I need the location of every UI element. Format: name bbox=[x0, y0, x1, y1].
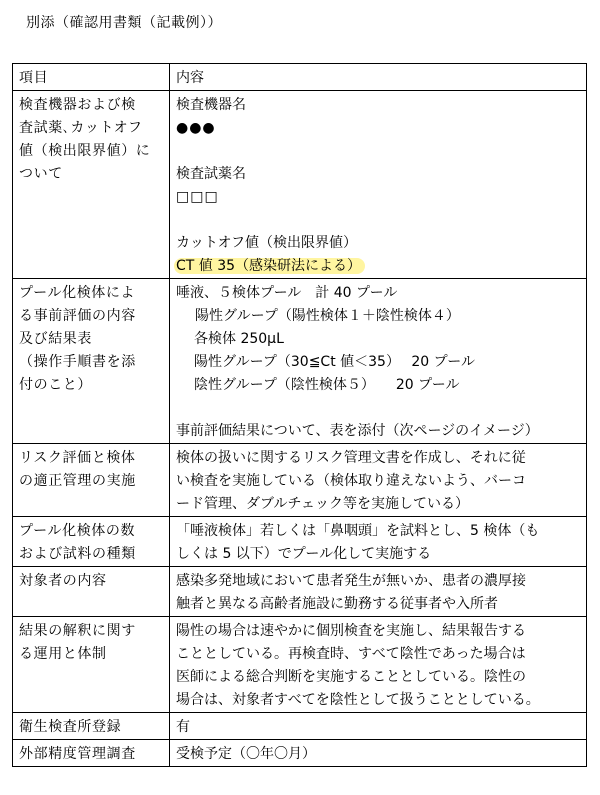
row-content bbox=[170, 279, 587, 444]
content-text: 医師による総合判断を実施することとしている。陰性の bbox=[176, 669, 526, 685]
item-text: 外部精度管理調査 bbox=[19, 746, 136, 762]
item-text: ついて bbox=[19, 166, 63, 182]
content-text: 陰性グループ（陰性検体５） 20 プール bbox=[194, 377, 460, 393]
table-row bbox=[13, 517, 587, 567]
row-item bbox=[13, 91, 170, 279]
row-item bbox=[13, 617, 170, 713]
table-row bbox=[13, 279, 587, 444]
content-text: 「唾液検体」若しくは「鼻咽頭」を試料とし、5 検体（も bbox=[176, 523, 540, 539]
content-text: 有 bbox=[176, 719, 190, 735]
table-row bbox=[13, 740, 587, 767]
item-text: 対象者の内容 bbox=[19, 573, 107, 589]
row-content bbox=[170, 740, 587, 767]
item-text: 値（検出限界値）に bbox=[19, 143, 151, 159]
table-row bbox=[13, 567, 587, 617]
content-text: 陽性の場合は速やかに個別検査を実施し、結果報告する bbox=[176, 623, 526, 639]
header-content: 内容 bbox=[170, 64, 587, 91]
content-text: ●●● bbox=[176, 120, 216, 136]
item-text: 検査機器および検 bbox=[19, 97, 136, 113]
item-text: る運用と体制 bbox=[19, 646, 107, 662]
table-row bbox=[13, 444, 587, 517]
content-text: 感染多発地域において患者発生が無いか、患者の濃厚接 bbox=[176, 573, 526, 589]
item-text: プール化検体の数 bbox=[19, 523, 136, 539]
row-content bbox=[170, 517, 587, 567]
content-text: □□□ bbox=[176, 189, 219, 205]
table-row bbox=[13, 617, 587, 713]
row-content bbox=[170, 444, 587, 517]
content-text: 検体の扱いに関するリスク管理文書を作成し、それに従 bbox=[176, 450, 526, 466]
content-text: カットオフ値（検出限界値） bbox=[176, 235, 358, 251]
content-text: 陽性グループ（30≦Ct 値＜35） 20 プール bbox=[194, 354, 475, 370]
item-text: 及び結果表 bbox=[19, 331, 92, 347]
item-text: 付のこと） bbox=[19, 377, 92, 393]
table-row bbox=[13, 713, 587, 740]
row-item bbox=[13, 713, 170, 740]
row-item bbox=[13, 517, 170, 567]
row-item bbox=[13, 279, 170, 444]
table-row bbox=[13, 91, 587, 279]
item-text: （操作手順書を添 bbox=[19, 354, 136, 370]
confirmation-table bbox=[12, 63, 587, 767]
content-text: しくは 5 以下）でプール化して実施する bbox=[176, 546, 432, 562]
row-content bbox=[170, 713, 587, 740]
content-text: 陽性グループ（陽性検体１＋陰性検体４） bbox=[195, 308, 460, 324]
content-text: 検査試薬名 bbox=[176, 166, 246, 182]
content-text: ード管理、ダブルチェック等を実施している） bbox=[176, 496, 470, 512]
header-item: 項目 bbox=[13, 64, 170, 91]
item-text: 結果の解釈に関す bbox=[19, 623, 136, 639]
content-text: こととしている。再検査時、すべて陰性であった場合は bbox=[176, 646, 526, 662]
row-item bbox=[13, 567, 170, 617]
row-content bbox=[170, 567, 587, 617]
highlighted-cutoff-value: CT 値 35（感染研法による） bbox=[174, 258, 365, 274]
row-content bbox=[170, 91, 587, 279]
item-text: および試料の種類 bbox=[19, 546, 136, 562]
table-header-row bbox=[13, 64, 587, 91]
content-text: 事前評価結果について、表を添付（次ページのイメージ） bbox=[176, 423, 539, 439]
content-text: 各検体 250μL bbox=[194, 331, 284, 347]
row-item bbox=[13, 740, 170, 767]
row-item bbox=[13, 444, 170, 517]
item-text: リスク評価と検体 bbox=[19, 450, 136, 466]
content-text: 触者と異なる高齢者施設に勤務する従事者や入所者 bbox=[176, 596, 498, 612]
item-text: 衛生検査所登録 bbox=[19, 719, 122, 735]
row-content bbox=[170, 617, 587, 713]
content-text: 唾液、５検体プール 計 40 プール bbox=[176, 285, 398, 301]
content-text: 場合は、対象者すべてを陰性として扱うこととしている。 bbox=[176, 692, 540, 708]
item-text: プール化検体によ bbox=[19, 285, 136, 301]
content-text: 受検予定（〇年〇月） bbox=[176, 746, 316, 762]
document-title: 別添（確認用書類（記載例）） bbox=[26, 15, 222, 31]
content-text: い検査を実施している（検体取り違えないよう、バーコ bbox=[176, 473, 526, 489]
item-text: の適正管理の実施 bbox=[19, 473, 136, 489]
content-text: 検査機器名 bbox=[176, 97, 246, 113]
item-text: 査試薬､カットオフ bbox=[19, 120, 143, 136]
item-text: る事前評価の内容 bbox=[19, 308, 136, 324]
